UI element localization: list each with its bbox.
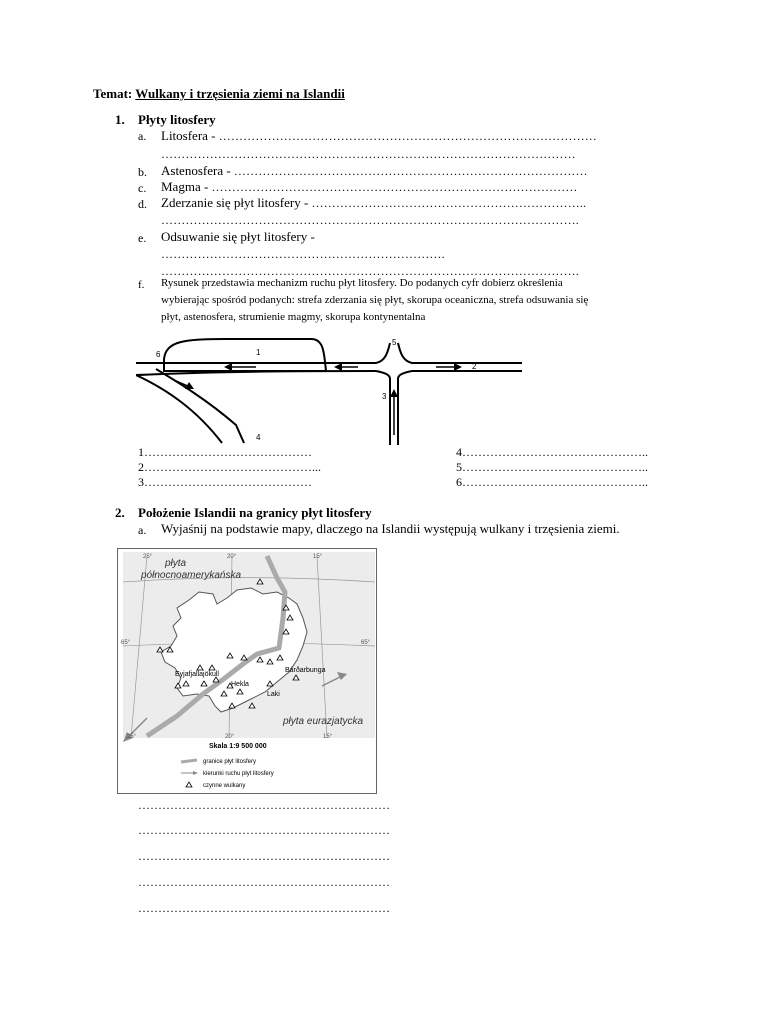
page-title [93, 86, 345, 102]
answer-line[interactable]: …………………………………………………………………………………………. [161, 213, 579, 227]
answer-1[interactable]: 1…………………………………… [138, 445, 312, 459]
plate-label-north-1: płyta [165, 558, 187, 569]
continental-crust [164, 339, 326, 371]
lat-label-left: 65° [121, 640, 131, 646]
item-row-e [161, 229, 315, 245]
answer-5[interactable]: 5……………………………………….. [456, 460, 648, 474]
item-row-d [161, 195, 586, 211]
item-label: Zderzanie się płyt litosfery - [161, 195, 309, 210]
instruction-line: wybierając spośród podanych: strefa zderzania się płyt, skorupa oceaniczna, strefa odsuwania się [161, 294, 589, 306]
diagram-label-3: 3 [382, 392, 387, 401]
volcano-name-hekla: Hekla [231, 681, 249, 688]
answer-line[interactable]: ………………………………………………………….. [311, 196, 587, 210]
legend-volcanoes: czynne wulkany [203, 783, 246, 789]
item-row-a [161, 128, 597, 144]
plate-label-east: płyta eurazjatycka [283, 716, 364, 727]
legend-boundary-symbol [181, 760, 197, 762]
diagram-label-1: 1 [256, 348, 261, 357]
item-row-b [161, 163, 588, 179]
answer-line[interactable]: ……………………………………………………… [138, 798, 390, 812]
section2-number: 2. [115, 505, 125, 520]
answer-line[interactable]: ……………………………………………………………. [161, 247, 445, 261]
legend-boundary: granice płyt litosfery [203, 759, 257, 765]
title-text: Wulkany i trzęsienia ziemi na Islandii [135, 86, 345, 101]
volcano-name-eyjafjallajokull: Eyjafjallajökull [175, 671, 219, 678]
lon-label: 15° [313, 554, 323, 560]
lon-label: 25° [127, 734, 137, 740]
answer-line[interactable]: ………………………………………………………………………………………… [161, 147, 576, 161]
section1-heading: Płyty litosfery [138, 112, 216, 127]
iceland-map [117, 548, 377, 794]
lat-label-right: 65° [361, 640, 371, 646]
volcano-name-laki: Laki [267, 691, 280, 698]
title-prefix: Temat: [93, 86, 133, 101]
item-label: Odsuwanie się płyt litosfery - [161, 229, 315, 244]
item-label: Astenosfera - [161, 163, 231, 178]
diagram-label-5: 5 [392, 338, 397, 347]
lon-label: 20° [225, 734, 235, 740]
item-letter: d. [138, 197, 147, 211]
plate-motion-diagram [136, 335, 522, 445]
answer-6[interactable]: 6……………………………………….. [456, 475, 648, 489]
answer-line[interactable]: ……………………………………………………… [138, 901, 390, 915]
answer-line[interactable]: ……………………………………………………… [138, 849, 390, 863]
lon-label: 25° [143, 554, 153, 560]
diagram-label-4: 4 [256, 433, 261, 442]
answer-4[interactable]: 4……………………………………….. [456, 445, 648, 459]
answer-line[interactable]: ……………………………………………………… [138, 875, 390, 889]
answer-line[interactable]: …………………………………………………………………………… [233, 164, 588, 178]
diagram-label-6: 6 [156, 350, 161, 359]
legend-arrows: kierunki ruchu płyt litosfery [203, 771, 274, 777]
item-row-c [161, 179, 578, 195]
instruction-line: płyt, astenosfera, strumienie magmy, skorupa kontynentalna [161, 311, 426, 323]
answer-line[interactable]: ………………………………………………………………………………… [218, 129, 597, 143]
section1-number: 1. [115, 112, 125, 127]
answer-line[interactable]: ……………………………………………………… [138, 823, 390, 837]
lon-label: 15° [323, 734, 333, 740]
lon-label: 20° [227, 554, 237, 560]
item-letter: b. [138, 165, 147, 179]
question-text: Wyjaśnij na podstawie mapy, dlaczego na Islandii występują wulkany i trzęsienia ziemi. [161, 521, 620, 536]
diagram-label-2: 2 [472, 362, 477, 371]
item-letter: a. [138, 129, 147, 143]
answer-3[interactable]: 3…………………………………… [138, 475, 312, 489]
volcano-name-bardarbunga: Bárðarbunga [285, 667, 326, 674]
instruction-line: Rysunek przedstawia mechanizm ruchu płyt litosfery. Do podanych cyfr dobierz określenia [161, 277, 563, 289]
answer-line[interactable]: ……………………………………………………………………………… [211, 180, 578, 194]
item-label: Magma - [161, 179, 209, 194]
section2-heading: Położenie Islandii na granicy płyt litosfery [138, 505, 372, 520]
item-label: Litosfera - [161, 128, 216, 143]
item-letter: c. [138, 181, 147, 195]
answer-line[interactable]: …………………………………………………………………………………………. [161, 264, 579, 278]
item-letter: e. [138, 231, 147, 245]
plate-label-north-2: północnoamerykańska [141, 570, 242, 581]
item-letter: a. [138, 523, 147, 537]
answer-2[interactable]: 2……………………………………... [138, 460, 321, 474]
map-scale: Skala 1:9 500 000 [209, 743, 267, 750]
item-letter: f. [138, 279, 145, 291]
